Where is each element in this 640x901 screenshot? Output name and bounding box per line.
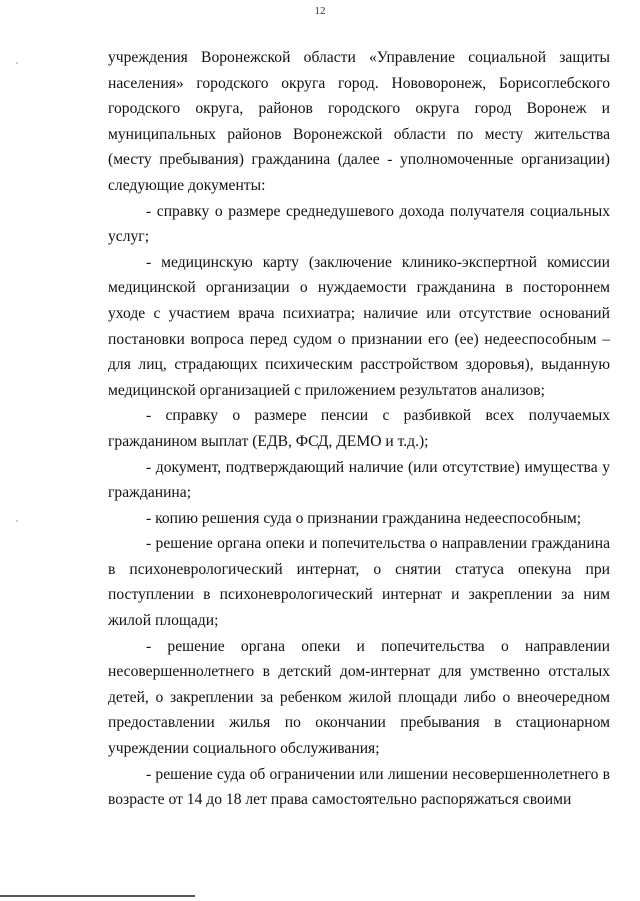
- paragraph-intro: учреждения Воронежской области «Управление социальной защиты населения» городского округа город. Нововоронеж, Борисоглебского городского округа, районов городского округа город Воронеж и муниципальных районов Воронежской области по месту жительства (месту пребывания) гражданина (далее - уполномоченные организации) следующие документы:: [108, 49, 610, 194]
- list-item-income-certificate: - справку о размере среднедушевого дохода получателя социальных услуг;: [108, 202, 610, 246]
- scan-speck: [16, 62, 18, 64]
- scan-edge-line: [0, 895, 195, 897]
- list-item-guardianship-decision-adult: - решение органа опеки и попечительства о направлении гражданина в психоневрологический интернат, о снятии статуса опекуна при поступлении в психоневрологический интернат и закреплении за ним жилой площади;: [108, 535, 610, 630]
- list-item-court-decision-copy: - копию решения суда о признании гражданина недееспособным;: [146, 509, 582, 527]
- list-item-pension-certificate: - справку о размере пенсии с разбивкой всех получаемых гражданином выплат (ЕДВ, ФСД, ДЕМО и т.д.);: [108, 407, 610, 450]
- document-body: [108, 45, 610, 813]
- list-item-medical-card: - медицинскую карту (заключение клинико-экспертной комиссии медицинской организации о нуждаемости гражданина в постороннем уходе с участием врача психиатра; наличие или отсутствие оснований постановки вопроса перед судом о признании его (ее) недееспособным – для лиц, страдающих психическим расстройством здоровья), выданную медицинской организацией с приложением результатов анализов;: [108, 253, 610, 399]
- list-item-property-document: - документ, подтверждающий наличие (или отсутствие) имущества у гражданина;: [108, 458, 610, 502]
- scan-speck: [16, 520, 18, 522]
- page-number: 12: [314, 5, 326, 17]
- list-item-guardianship-decision-minor: - решение органа опеки и попечительства о направлении несовершеннолетнего в детский дом-интернат для умственно отсталых детей, о закреплении за ребенком жилой площади либо о внеочередном предоставлении жилья по окончании пребывания в стационарном учреждении социального обслуживания;: [108, 637, 610, 758]
- list-item-court-decision-minor: - решение суда об ограничении или лишении несовершеннолетнего в возрасте от 14 до 18 лет права самостоятельно распоряжаться своими: [108, 765, 610, 809]
